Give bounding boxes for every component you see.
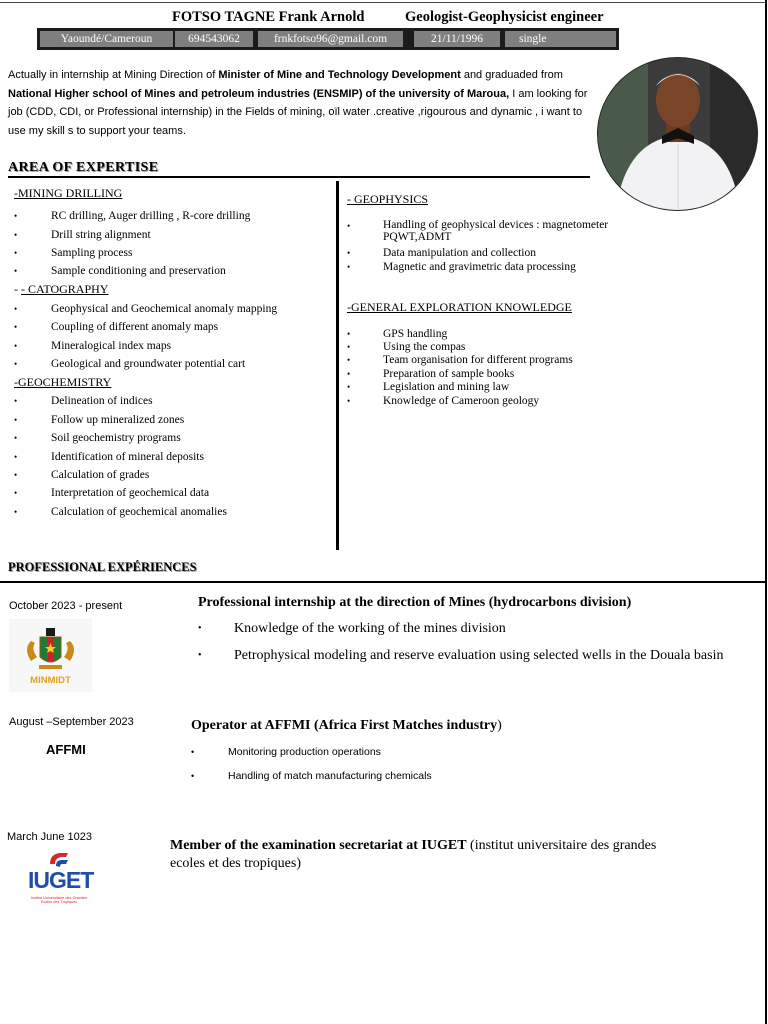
profile-photo <box>597 57 758 211</box>
info-city: Yaoundé/Cameroun <box>40 31 173 47</box>
minmidt-logo-text: MINMIDT <box>30 675 71 686</box>
job-date: October 2023 - present <box>9 600 123 612</box>
professional-experiences-heading: PROFESSIONAL EXPÉRIENCES <box>8 560 197 574</box>
section-rule <box>8 176 590 178</box>
job-date: March June 1023 <box>7 831 92 843</box>
iuget-logo <box>26 850 96 912</box>
minmidt-logo <box>9 619 92 692</box>
intro-paragraph <box>8 66 593 140</box>
info-marital-status: single <box>505 31 616 47</box>
intro-text-3: I am looking for job (CDD, CDI, or Professional internship) in the Fields of mining, oïl water .creative ,rigourous and dynamic , i want to use my skill s to support your teams. <box>8 87 588 137</box>
right-border <box>765 0 767 1024</box>
info-phone: 694543062 <box>175 31 253 47</box>
intro-text-1: Actually in internship at Mining Direction of <box>8 69 219 81</box>
info-birthdate: 21/11/1996 <box>414 31 500 47</box>
subheading-geochemistry: -GEOCHEMISTRY <box>14 375 112 389</box>
intro-bold-2: National Higher school of Mines and petroleum industries (ENSMIP) of the university of Maroua, <box>8 87 510 100</box>
column-divider <box>336 181 339 550</box>
subheading-cartography: - - CATOGRAPHY <box>14 282 109 296</box>
job-title: Professional internship at the direction of Mines (hydrocarbons division) <box>198 595 632 610</box>
job-title: Member of the examination secretariat at IUGET (institut universitaire des grandes ecoles et des tropiques) <box>170 838 657 871</box>
candidate-title: Geologist-Geophysicist engineer <box>405 9 604 25</box>
job-date: August –September 2023 <box>9 716 134 728</box>
subheading-geophysics: - GEOPHYSICS <box>347 192 429 206</box>
info-email[interactable]: frnkfotso96@gmail.com <box>258 31 403 47</box>
subheading-general-exploration: -GENERAL EXPLORATION KNOWLEDGE <box>347 300 572 314</box>
top-border <box>0 2 767 3</box>
subheading-mining-drilling: -MINING DRILLING <box>14 186 123 200</box>
affmi-logo-text: AFFMI <box>46 742 86 757</box>
candidate-name: FOTSO TAGNE Frank Arnold <box>172 9 365 25</box>
iuget-logo-subtitle: Institut Universitaire des Grandes Ecoles des Tropiques <box>30 896 88 905</box>
section-rule <box>0 581 766 583</box>
intro-bold-1: Minister of Mine and Technology Development <box>218 69 461 81</box>
intro-text-2: and graduaded from <box>460 69 563 81</box>
area-of-expertise-heading: AREA OF EXPERTISE <box>8 160 159 175</box>
job-title: Operator at AFFMI (Africa First Matches industry) <box>191 718 502 733</box>
iuget-logo-text: IUGET <box>28 867 94 893</box>
